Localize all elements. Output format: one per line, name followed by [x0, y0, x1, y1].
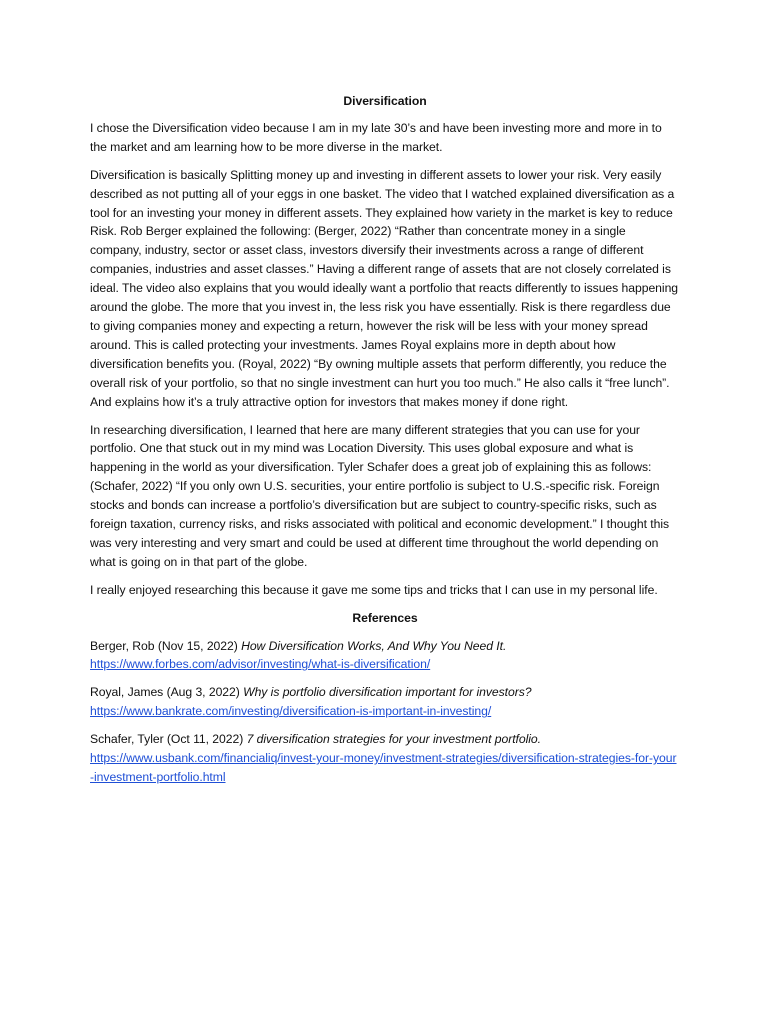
- document-title: Diversification: [343, 94, 427, 108]
- reference-author: Royal, James (Aug 3, 2022): [90, 685, 244, 700]
- references-heading: References: [352, 610, 418, 625]
- reference-link[interactable]: https://www.usbank.com/financialiq/invest-your-money/investment-strategies/diversification-strategies-for-your-investment-portfolio.html: [90, 751, 677, 784]
- reference-title: How Diversification Works, And Why You Need It.: [241, 638, 507, 653]
- reference-item-berger: [90, 637, 680, 675]
- reference-link[interactable]: https://www.bankrate.com/investing/diversification-is-important-in-investing/: [90, 704, 492, 719]
- reference-author: Schafer, Tyler (Oct 11, 2022): [90, 732, 247, 747]
- document-page: [90, 92, 680, 796]
- paragraph-intro: I chose the Diversification video because I am in my late 30’s and have been investing more and more in to the market and am learning how to be more diverse in the market.: [90, 120, 662, 154]
- reference-title: Why is portfolio diversification important for investors?: [243, 685, 532, 700]
- paragraph-strategies: In researching diversification, I learned that here are many different strategies that you can use for your portfolio. One that stuck out in my mind was Location Diversity. This uses global exposure and what is happening in the world as your diversification. Tyler Schafer does a great job of explaining this as follows: (Schafer, 2022) “If you only own U.S. securities, your entire portfolio is subject to U.S.-specific risk. Foreign stocks and bonds can increase a portfolio’s diversification but are subject to country-specific risks, such as foreign taxation, currency risks, and risks associated with political and economic development.” I thought this was very interesting and very smart and could be used at different time throughout the world depending on what is going on in that part of the globe.: [90, 422, 670, 569]
- paragraph-conclusion: I really enjoyed researching this because it gave me some tips and tricks that I can use in my personal life.: [90, 582, 658, 597]
- reference-title: 7 diversification strategies for your investment portfolio.: [246, 732, 541, 747]
- reference-link[interactable]: https://www.forbes.com/advisor/investing/what-is-diversification/: [90, 657, 431, 672]
- reference-item-royal: [90, 683, 680, 721]
- paragraph-definition: Diversification is basically Splitting money up and investing in different assets to lower your risk. Very easily described as not putting all of your eggs in one basket. The video that I watched explained diversification as a tool for an investing your money in different assets. They explained how variety in the market is key to reduce Risk. Rob Berger explained the following: (Berger, 2022) “Rather than concentrate money in a single company, industry, sector or asset class, investors diversify their investments across a range of different companies, industries and asset classes.” Having a different range of assets that are not closely correlated is ideal. The video also explains that you would ideally want a portfolio that reacts differently to issues happening around the globe. The more that you invest in, the less risk you have essentially. Risk is there regardless due to giving companies money and expecting a return, however the risk will be less with your money spread around. This is called protecting your investments. James Royal explains more in depth about how diversification benefits you. (Royal, 2022) “By owning multiple assets that perform differently, you reduce the overall risk of your portfolio, so that no single investment can hurt you too much.” He also calls it “free lunch”. And explains how it’s a truly attractive option for investors that makes money if done right.: [90, 167, 679, 409]
- reference-item-schafer: [90, 730, 680, 787]
- reference-author: Berger, Rob (Nov 15, 2022): [90, 638, 242, 653]
